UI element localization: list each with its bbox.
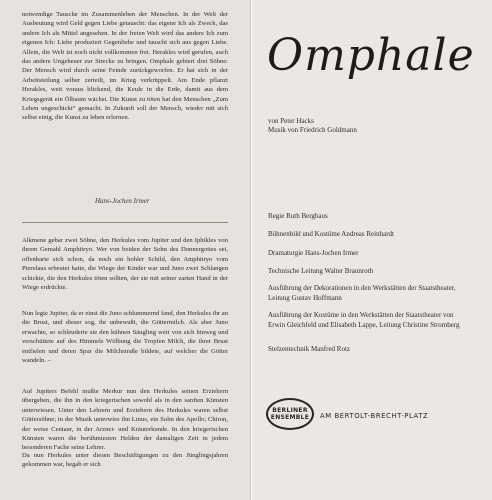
essay-signature: Hans-Jochen Irmer (95, 197, 150, 205)
logo-line-2: ENSEMBLE (270, 414, 310, 421)
byline-author: von Peter Hacks (268, 117, 314, 125)
credit-decorations: Ausführung der Dekorationen in den Werkstätten der Staatstheater, Leitung Gustav Hoffmann (268, 284, 456, 302)
section-divider (22, 222, 228, 223)
right-page (252, 0, 492, 500)
credit-dramaturgy: Dramaturgie Hans-Jochen Irmer (268, 249, 359, 257)
myth-paragraph: Da nun Herkules unter diesen Beschäftigungen zu den Jünglingsjahren gekommen war, begab er sich (22, 452, 228, 469)
play-title: Omphale (267, 30, 475, 81)
credit-stage-design: Bühnenbild und Kostüme Andreas Reinhardt (268, 230, 394, 238)
berliner-ensemble-logo (266, 398, 314, 430)
logo-line-1: BERLINER (272, 407, 308, 414)
logo-ring (266, 398, 314, 430)
credit-costumes: Ausführung der Kostüme in den Werkstätten der Staatstheater von Erwin Gleichfeld und Elisabeth Lappe, Leitung Christine Stromberg (268, 311, 460, 329)
byline-music: Musik von Friedrich Goldmann (268, 126, 357, 134)
essay-paragraph: notwendige Tausche im Zusammenleben der Menschen. In der Welt der Ausbeutung wird Geld gegen Liebe getauscht: das eigene Ich als Zweck, das andere Ich als Mittel angesehen. In der freien Welt wird das andere Ich zum eigenen Ich: Liebe produziert Gegenliebe und tauscht sich aus gegen Liebe. Allein, die Welt ist noch nicht vollkommen frei. Herakles wird gerufen, auch das andere Ungeheuer zur Strecke zu bringen. Omphale gebiert drei Söhne: Der Mensch wird durch seine Feinde zurückgeworfen. Er hat sich in der Arbeitsteilung selber zerteilt, im Krieg verkrüppelt. Am Ende pflanzt Herakles, weit voraus blickend, die Keule in die Erde, damit aus dem Kriegsgerät ein Ölbaum wächst. Die Kunst zu töten hat den Menschen „Zum Leben ungeschickt“ gemacht. In Zukunft soll der Mensch, wieder mit sich selbst einig, die Kunst zu leben erlernen. (22, 11, 228, 122)
credit-technical-direction: Technische Leitung Walter Braunroth (268, 267, 374, 275)
myth-paragraph: Nun legte Jupiter, da er einst die Juno schlummernd fand, den Herkules ihr an die Brust, und dieser sog, ihr unbewußt, die Göttermilch. Als aber Juno erwachte, so schleuderte sie den kühnen Säugling weit von sich hinweg und verschüttete auf des Himmels Wölbung die Tropfen Milch, die ihrer Brust entfielen und deren Spur die Milchstraße bildete, auf welcher die Götter wandeln. – (22, 310, 228, 365)
myth-paragraph: Auf Jupiters Befehl mußte Merkur nun den Herkules seinen Erziehern übergeben, die ihn in den kriegerischen sowohl als in den sanften Künsten unterwiesen. Unter den Lehrern und Erziehern des Herkules waren selbst Göttersöhne; in der Musik unterwies ihn Linus, ein Sohn des Apollo; Chiron, der weise Centaur, in der Arznei- und Kräuterkunde. In den kriegerischen Künsten waren die berühmtesten Helden der damaligen Zeit in jedem besonderen Fache seine Lehrer. (22, 388, 228, 452)
credit-direction: Regie Ruth Berghaus (268, 212, 328, 220)
credit-stilts: Stelzentechnik Manfred Rotz (268, 345, 351, 353)
theatre-address: AM BERTOLT-BRECHT-PLATZ (320, 412, 429, 420)
byline (268, 117, 357, 135)
myth-paragraph: Alkmene gebar zwei Söhne, den Herkules vom Jupiter und den Iphikles von ihrem Gemahl Amphitryo. Wer von beiden der Sohn des Donnergottes sei, offenbarte sich schon, da noch ein hohler Schild, den Amphitryo vom Pterelaus erbeutet hatte, die Wiege der Kinder war und Juno zwei Schlangen schickte, die den Herkules töten sollten, der sie mit seiner zarten Hand in der Wiege erdrückte. (22, 237, 228, 292)
